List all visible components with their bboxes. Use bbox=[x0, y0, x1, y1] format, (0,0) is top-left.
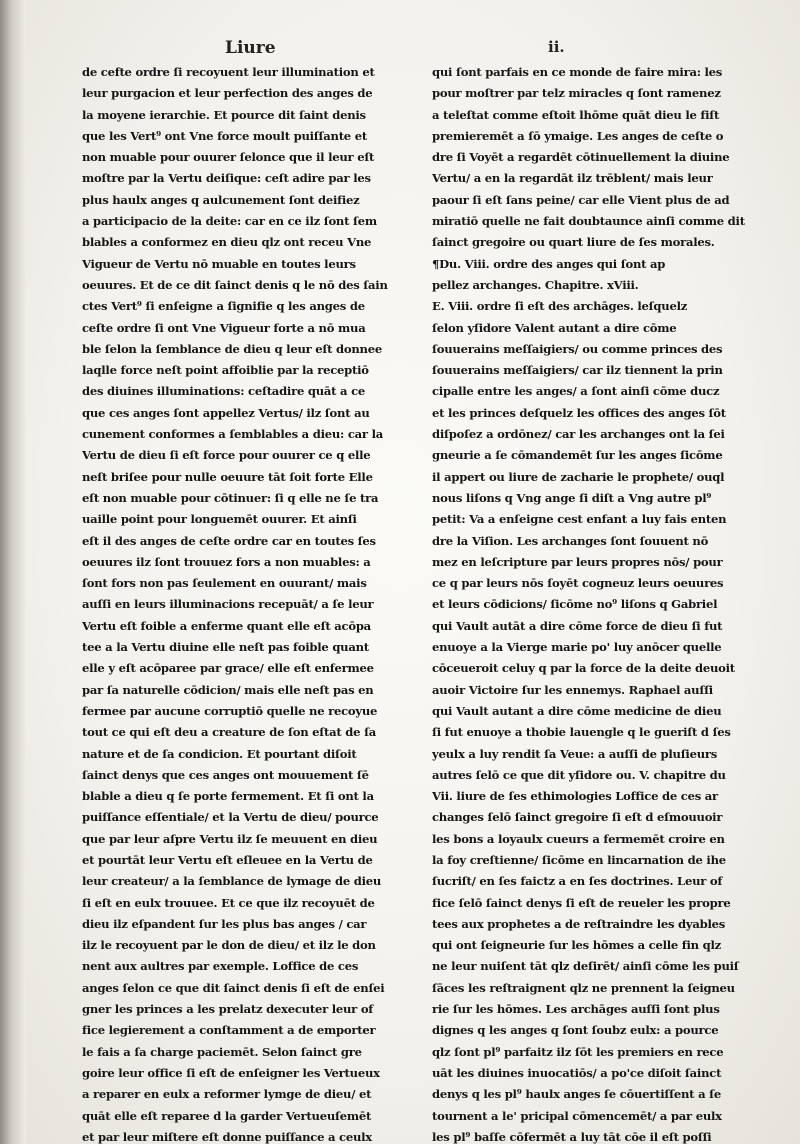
text-line: ſainct denys que ces anges ont mouuement ſē bbox=[82, 767, 369, 782]
text-line: fermee par aucune corruptiō quelle ne recoyue bbox=[82, 703, 378, 718]
text-line: leur purgacion et leur perfection des anges de bbox=[82, 86, 373, 101]
text-line: pour moſtrer par telz miracles q ſont ramenez bbox=[432, 86, 721, 101]
text-line: puiſſance eſſentiale/ et la Vertu de dieu/ pource bbox=[82, 810, 379, 825]
text-line: gner les princes a les prelatz dexecuter leur of bbox=[82, 1002, 374, 1017]
folio-number: ii. bbox=[548, 38, 565, 56]
text-line: que les Vert⁹ ont Vne force moult puiſſante et bbox=[82, 128, 367, 143]
text-line: a participacio de la deite: car en ce ilz ſont ſem bbox=[82, 214, 377, 229]
text-line: dre ſi Voyēt a regardēt cōtinuellement la diuine bbox=[432, 150, 730, 165]
text-line: cunement conformes a ſemblables a dieu: car la bbox=[82, 427, 383, 442]
text-line: ceſte ordre ſi ont Vne Vigueur forte a nō mua bbox=[82, 320, 366, 335]
text-column-right bbox=[432, 62, 762, 1144]
text-line: oeuures ilz ſont trouuez fors a non muables: a bbox=[82, 554, 371, 569]
text-line: qlz ſont pl⁹ parfaitz ilz ſōt les premiers en rece bbox=[432, 1044, 724, 1059]
text-line: fice legierement a conſtamment a de emporter bbox=[82, 1023, 376, 1038]
text-line: auoir Victoire ſur les ennemys. Raphael auſſi bbox=[432, 682, 713, 697]
text-line: plus haulx anges q aulcunement ſont deifiez bbox=[82, 192, 360, 207]
text-line: les pl⁹ baſſe cōfermēt a luy tāt cōe il eſt poſſi bbox=[432, 1129, 712, 1144]
text-line: ſouuerains meſſaigiers/ ou comme princes des bbox=[432, 341, 723, 356]
text-line: ble ſelon la ſemblance de dieu q leur eſt donnee bbox=[82, 341, 382, 356]
text-line: oeuures. Et de ce dit ſainct denis q le nō des ſain bbox=[82, 277, 388, 292]
text-line: qui ont ſeigneurie ſur les hōmes a celle fin qlz bbox=[432, 938, 721, 953]
text-line: blable a dieu q ſe porte fermement. Et ſi ont la bbox=[82, 789, 374, 804]
text-line: et leurs cōdicions/ ſicōme no⁹ liſons q Gabriel bbox=[432, 597, 718, 612]
text-line: par ſa naturelle cōdicion/ mais elle neſt pas en bbox=[82, 682, 374, 697]
text-line: yeulx a luy rendit ſa Veue: a auſſi de pluſieurs bbox=[432, 746, 718, 761]
text-line: tout ce qui eſt deu a creature de ſon eſtat de ſa bbox=[82, 725, 377, 740]
text-line: que par leur aſpre Vertu ilz ſe meuuent en dieu bbox=[82, 831, 378, 846]
text-line: fice ſelō ſainct denys ſi eſt de reueler les propre bbox=[432, 895, 731, 910]
text-line: le fais a ſa charge paciemēt. Selon ſainct gre bbox=[82, 1044, 362, 1059]
text-line: nent aux aultres par exemple. Loffice de ces bbox=[82, 959, 359, 974]
running-title: Liure bbox=[225, 38, 276, 58]
text-line: petit: Va a enſeigne cest enfant a luy fais enten bbox=[432, 512, 727, 527]
text-line: leur createur/ a la ſemblance de lymage de dieu bbox=[82, 874, 382, 889]
text-line: pellez archanges. Chapitre. xViii. bbox=[432, 277, 639, 292]
text-line: Vertu/ a en la regardāt ilz trēblent/ mais leur bbox=[432, 171, 713, 186]
text-line: quāt elle eſt reparee d la garder Vertueuſemēt bbox=[82, 1108, 372, 1123]
text-line: ſucriſt/ en ſes faictz a en ſes doctrines. Leur of bbox=[432, 874, 723, 889]
text-line: eſt non muable pour cōtinuer: ſi q elle ne ſe tra bbox=[82, 490, 379, 505]
text-line: ſainct gregoire ou quart liure de ſes morales. bbox=[432, 235, 715, 250]
text-line: qui Vault autāt a dire cōme force de dieu ſi fut bbox=[432, 618, 723, 633]
text-line: auſſi en leurs illuminacions recepuāt/ a ſe leur bbox=[82, 597, 374, 612]
text-line: de cefte ordre ſi recoyuent leur illumination et bbox=[82, 65, 375, 79]
text-line: qui Vault autant a dire cōme medicine de dieu bbox=[432, 703, 722, 718]
text-line: enuoye a la Vierge marie po' luy anōcer quelle bbox=[432, 640, 722, 655]
text-line: blables a conformez en dieu qlz ont receu Vne bbox=[82, 235, 372, 250]
text-line: uāt les diuines inuocatiōs/ a po'ce diſoit ſainct bbox=[432, 1065, 722, 1080]
text-line: diſpoſez a ordōnez/ car les archanges ont la ſei bbox=[432, 427, 725, 442]
text-line: non muable pour ouurer ſelonce que il leur eſt bbox=[82, 150, 375, 165]
text-line: ſāces les reſtraignent qlz ne prennent la ſeigneu bbox=[432, 980, 735, 995]
text-line: et les princes deſquelz les offices des anges ſōt bbox=[432, 405, 726, 420]
text-line: E. Viii. ordre ſi eſt des archāges. leſquelz bbox=[432, 299, 688, 314]
text-line: eſt il des anges de ceſte ordre car en toutes ſes bbox=[82, 533, 376, 548]
binding-gutter bbox=[0, 0, 26, 1144]
text-line: ne leur nuiſent tāt qlz deſirēt/ ainſi cōme les puiſ bbox=[432, 959, 739, 974]
text-line: et par leur miſtere eſt donne puiſſance a ceulx bbox=[82, 1129, 372, 1144]
text-line: moſtre par la Vertu deiſique: ceſt adire par les bbox=[82, 171, 371, 186]
text-line: ilz le recoyuent par le don de dieu/ et ilz le don bbox=[82, 938, 376, 953]
text-line: paour ſi eſt ſans peine/ car elle Vient plus de ad bbox=[432, 192, 730, 207]
text-line: dignes q les anges q ſont ſoubz eulx: a pource bbox=[432, 1023, 719, 1038]
text-line: et pourtāt leur Vertu eſt eſleuee en la Vertu de bbox=[82, 852, 373, 867]
text-line: anges ſelon ce que dit ſainct denis ſi eſt de enſei bbox=[82, 980, 385, 995]
text-line: il appert ou liure de zacharie le prophete/ ouql bbox=[432, 469, 725, 484]
text-line: changes ſelō ſainct gregoire ſi eſt d eſmouuoir bbox=[432, 810, 723, 825]
text-line: neſt briſee pour nulle oeuure tāt ſoit forte Elle bbox=[82, 469, 373, 484]
text-line: la moyene ierarchie. Et pource dit ſaint denis bbox=[82, 107, 366, 122]
text-line: ſi eſt en eulx trouuee. Et ce que ilz recoyuēt de bbox=[82, 895, 375, 910]
text-line: denys q les pl⁹ haulx anges ſe cōuertiſſent a ſe bbox=[432, 1087, 721, 1102]
text-line: tees aux prophetes a de reſtraindre les dyables bbox=[432, 916, 726, 931]
running-header bbox=[0, 30, 800, 60]
text-line: ſi fut enuoye a thobie lauengle q le gueriſt d ſes bbox=[432, 725, 731, 740]
text-line: premieremēt a ſō ymaige. Les anges de ceſte o bbox=[432, 128, 724, 143]
text-line: miratiō quelle ne fait doubtaunce ainſi comme dit bbox=[432, 214, 745, 229]
text-column-left bbox=[82, 62, 412, 1144]
text-line: elle y eſt acōparee par grace/ elle eſt enfermee bbox=[82, 661, 374, 676]
text-line: la foy creſtienne/ ſicōme en lincarnation de ihe bbox=[432, 852, 726, 867]
text-line: mez en leſcripture par leurs propres nōs/ pour bbox=[432, 554, 723, 569]
text-line: a reparer en eulx a reformer lymge de dieu/ et bbox=[82, 1087, 372, 1102]
text-line: ce q par leurs nōs ſoyēt cogneuz leurs oeuures bbox=[432, 576, 724, 591]
text-line: Vertu de dieu ſi eſt force pour ouurer ce q elle bbox=[82, 448, 371, 463]
text-line: dieu ilz eſpandent ſur les plus bas anges / car bbox=[82, 916, 367, 931]
text-line: ſelon yſidore Valent autant a dire cōme bbox=[432, 320, 677, 335]
text-line: gneurie a ſe cōmandemēt ſur les anges ſicōme bbox=[432, 448, 723, 463]
text-line: cipalle entre les anges/ a ſont ainſi cōme ducz bbox=[432, 384, 720, 399]
text-line: Vigueur de Vertu nō muable en toutes leurs bbox=[82, 256, 356, 271]
text-line: Vii. liure de ſes ethimologies Loffice de ces ar bbox=[432, 789, 718, 804]
text-line: qui ſont parfais en ce monde de faire mira: les bbox=[432, 65, 723, 79]
text-line: laqlle force neſt point affoiblie par la receptiō bbox=[82, 363, 369, 378]
text-line: goire leur office ſi eſt de enſeigner les Vertueux bbox=[82, 1065, 380, 1080]
text-line: tee a la Vertu diuine elle neſt pas foible quant bbox=[82, 640, 369, 655]
text-line: tournent a le' pricipal cōmencemēt/ a par eulx bbox=[432, 1108, 722, 1123]
text-line: cōceueroit celuy q par la force de la deite deuoit bbox=[432, 661, 735, 676]
text-line: ſouuerains meſſaigiers/ car ilz tiennent la prin bbox=[432, 363, 723, 378]
text-line: des diuines illuminations: ceſtadire quāt a ce bbox=[82, 384, 366, 399]
text-line: ctes Vert⁹ ſi enſeigne a ſignifie q les anges de bbox=[82, 299, 365, 314]
text-line: dre la Viſion. Les archanges ſont ſouuent nō bbox=[432, 533, 709, 548]
text-line: ¶Du. Viii. ordre des anges qui ſont ap bbox=[432, 256, 666, 271]
text-line: nature et de ſa condicion. Et pourtant diſoit bbox=[82, 746, 357, 761]
text-line: ſont fors non pas ſeulement en ouurant/ mais bbox=[82, 576, 367, 591]
text-line: les bons a loyaulx cueurs a fermemēt croire en bbox=[432, 831, 725, 846]
text-line: a teleſtat comme eſtoit lhōme quāt dieu le fiſt bbox=[432, 107, 720, 122]
text-line: que ces anges ſont appellez Vertus/ ilz ſont au bbox=[82, 405, 370, 420]
text-line: Vertu eſt foible a enferme quant elle eſt acōpa bbox=[82, 618, 371, 633]
text-line: nous liſons q Vng ange ſi diſt a Vng autre pl⁹ bbox=[432, 490, 712, 505]
text-line: uaille point pour longuemēt ouurer. Et ainſi bbox=[82, 512, 357, 527]
text-line: autres ſelō ce que dit yſidore ou. V. chapitre du bbox=[432, 767, 726, 782]
text-line: rie ſur les hōmes. Les archāges auſſi ſont plus bbox=[432, 1002, 720, 1017]
